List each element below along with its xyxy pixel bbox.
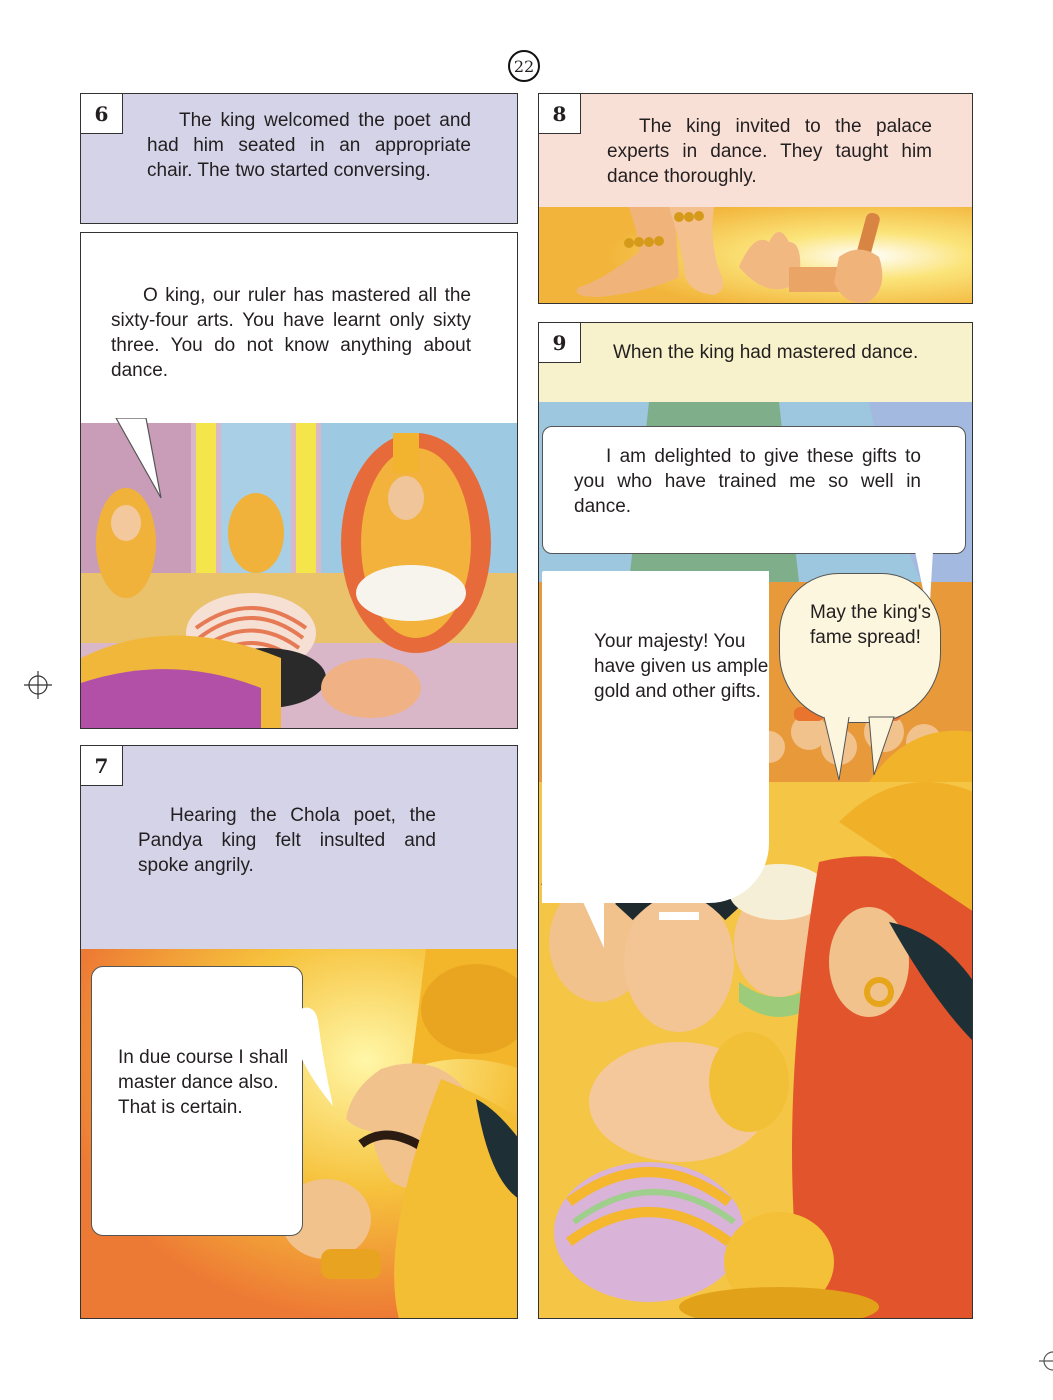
panel-number: 8 — [539, 94, 581, 134]
speech-bubble-tail — [111, 418, 171, 508]
panel-8 — [538, 93, 973, 304]
panel-7 — [80, 745, 518, 1319]
page-number-text: 22 — [513, 56, 535, 76]
panel-7-caption — [81, 746, 517, 950]
panel-9 — [538, 322, 973, 1319]
panel-9-caption — [539, 323, 972, 403]
page-number — [508, 50, 540, 82]
speech-bubble-tail — [296, 1006, 336, 1116]
speech-bubble-king: I am delighted to give these gifts to you who have trained me so well in dance. — [542, 426, 966, 554]
panel-caption: The king invited to the palace experts in dance. They taught him dance thoroughly. — [607, 116, 932, 187]
speech-bubble-poet: O king, our ruler has mastered all the sixty-four arts. You have learnt only sixty three. You do not know anything about dance. — [81, 233, 517, 423]
panel-caption: The king welcomed the poet and had him seated in an appropriate chair. The two started conversing. — [147, 110, 471, 181]
panel-number: 7 — [81, 746, 123, 786]
speech-bubble-teachers: Your majesty! You have given us ample gold and other gifts. — [542, 571, 769, 903]
registration-mark-icon — [23, 670, 53, 700]
panel-caption: When the king had mastered dance. — [613, 342, 919, 363]
speech-bubble-tail — [824, 715, 904, 785]
panel-caption: Hearing the Chola poet, the Pandya king felt insulted and spoke angrily. — [138, 805, 436, 876]
speech-bubble-king: In due course I shall master dance also. That is certain. — [91, 966, 303, 1236]
speech-bubble-tail — [579, 893, 619, 953]
dance-training-illustration — [539, 207, 973, 304]
registration-mark-icon — [1038, 1346, 1053, 1376]
speech-bubble-crowd: May the king's fame spread! — [779, 573, 941, 723]
panel-6-art — [80, 232, 518, 729]
panel-number: 9 — [539, 323, 581, 363]
panel-8-caption — [539, 94, 972, 208]
panel-6-caption — [80, 93, 518, 224]
panel-number: 6 — [81, 94, 123, 134]
